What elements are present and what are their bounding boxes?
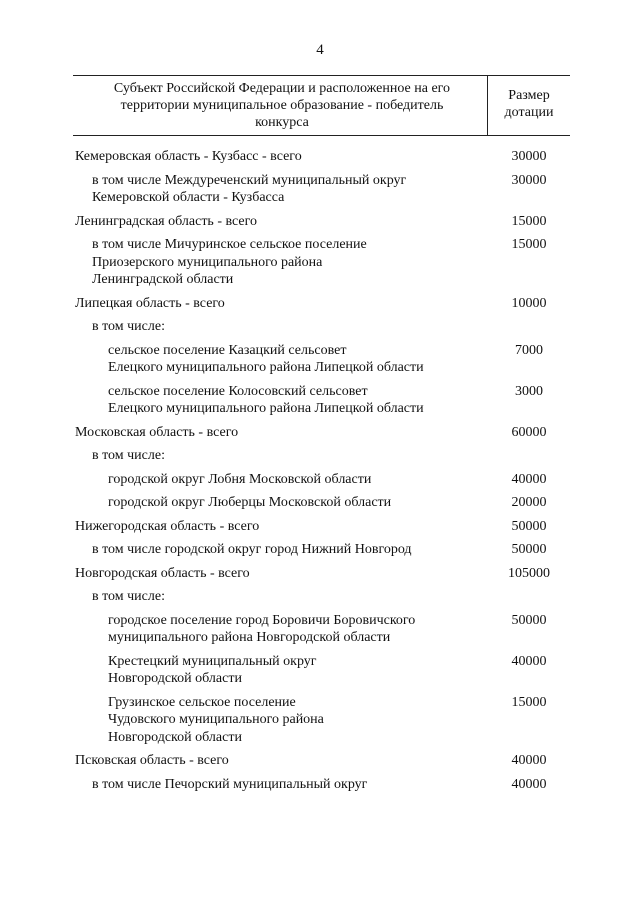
row-name: Псковская область - всего (75, 753, 229, 768)
row-value: 15000 (511, 694, 547, 710)
column-header-amount: Размер дотации (504, 88, 554, 120)
table-row (0, 213, 640, 231)
row-name: городское поселение город Боровичи Боровичского муниципального района Новгородской области (108, 612, 416, 645)
row-name: сельское поселение Колосовский сельсовет Елецкого муниципального района Липецкой области (108, 383, 424, 416)
row-name: в том числе: (92, 589, 165, 604)
row-value: 20000 (511, 495, 547, 510)
row-value: 40000 (511, 653, 547, 669)
table-row (0, 318, 640, 336)
table-row (0, 588, 640, 606)
row-value: 50000 (511, 612, 547, 628)
row-name: в том числе городской округ город Нижний Новгород (92, 542, 412, 557)
row-value: 40000 (511, 776, 547, 792)
table-row (0, 236, 640, 289)
row-name: Московская область - всего (75, 424, 239, 440)
row-value: 30000 (511, 149, 547, 164)
row-value: 7000 (515, 342, 543, 358)
row-value: 10000 (511, 295, 547, 311)
table-row (0, 494, 640, 512)
row-name: городской округ Люберцы Московской области (108, 495, 392, 510)
table-row (0, 471, 640, 489)
table-row (0, 342, 640, 377)
row-name: городской округ Лобня Московской области (108, 471, 372, 487)
page-number: 4 (316, 42, 324, 58)
subsidy-table-body (0, 148, 640, 799)
row-name: в том числе Мичуринское сельское поселение Приозерского муниципального района Ленинградской области (92, 237, 367, 287)
row-name: в том числе Междуреченский муниципальный округ Кемеровской области - Кузбасса (92, 172, 407, 205)
column-header-subject: Субъект Российской Федерации и расположенное на его территории муниципальное образование - победитель конкурса (113, 81, 451, 130)
table-row (0, 518, 640, 536)
row-value: 50000 (511, 518, 547, 534)
table-row (0, 776, 640, 794)
table-row (0, 565, 640, 583)
row-value: 15000 (511, 237, 547, 252)
table-row (0, 424, 640, 442)
row-name: в том числе Печорский муниципальный округ (92, 776, 368, 792)
row-name: Липецкая область - всего (75, 295, 225, 311)
row-value: 105000 (508, 565, 550, 581)
table-row (0, 383, 640, 418)
table-row (0, 541, 640, 559)
row-name: Нижегородская область - всего (75, 518, 260, 534)
table-row (0, 172, 640, 207)
row-name: Ленинградская область - всего (75, 213, 257, 229)
row-name: Крестецкий муниципальный округ Новгородской области (108, 653, 317, 686)
row-name: в том числе: (92, 319, 165, 334)
table-top-rule (73, 75, 570, 76)
table-row (0, 694, 640, 747)
row-name: Новгородская область - всего (75, 565, 250, 581)
row-name: Кемеровская область - Кузбасс - всего (75, 149, 302, 164)
table-row (0, 752, 640, 770)
row-value: 60000 (511, 424, 547, 440)
row-name: сельское поселение Казацкий сельсовет Елецкого муниципального района Липецкой области (108, 342, 424, 375)
row-value: 40000 (511, 471, 547, 487)
row-value: 15000 (511, 213, 547, 229)
table-row (0, 447, 640, 465)
table-row (0, 295, 640, 313)
row-name: в том числе: (92, 448, 165, 463)
table-row (0, 148, 640, 166)
table-row (0, 653, 640, 688)
row-value: 3000 (515, 383, 543, 399)
row-value: 50000 (511, 542, 547, 557)
row-value: 30000 (511, 172, 547, 188)
row-name: Грузинское сельское поселение Чудовского муниципального района Новгородской области (108, 694, 324, 745)
header-bottom-rule (73, 135, 570, 136)
row-value: 40000 (511, 753, 547, 768)
table-row (0, 612, 640, 647)
